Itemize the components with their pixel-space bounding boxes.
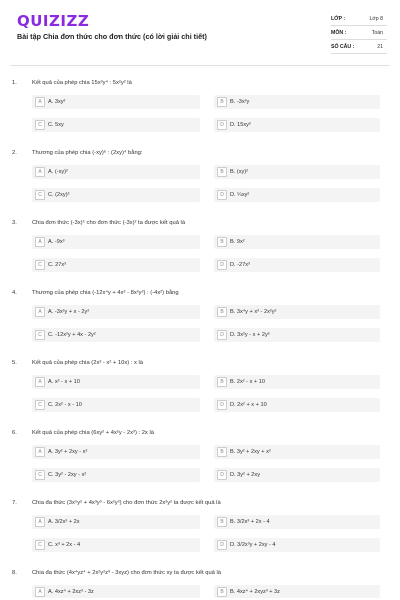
option-text: A. x² - x + 10 xyxy=(48,379,80,385)
quizizz-logo: QUIZIZZ xyxy=(17,12,90,30)
option-text: C. -12x²y + 4x - 2y² xyxy=(48,332,96,338)
option-letter: B xyxy=(217,517,227,527)
question-number: 8. xyxy=(12,570,17,576)
option-d[interactable] xyxy=(214,328,380,342)
option-text: C. (2xy)² xyxy=(48,192,70,198)
option-b[interactable] xyxy=(214,165,380,179)
option-c[interactable] xyxy=(32,538,200,552)
meta-row-class xyxy=(331,12,387,26)
option-letter: A xyxy=(35,167,45,177)
option-a[interactable] xyxy=(32,95,200,109)
option-letter: D xyxy=(217,190,227,200)
option-letter: D xyxy=(217,470,227,480)
question-number: 1. xyxy=(12,80,17,86)
header xyxy=(0,0,400,62)
question-text: Kết quả của phép chia (6xy² + 4x²y - 2x³) : 2x là xyxy=(32,430,154,436)
option-b[interactable] xyxy=(214,375,380,389)
option-letter: C xyxy=(35,540,45,550)
option-letter: B xyxy=(217,97,227,107)
option-letter: A xyxy=(35,307,45,317)
option-text: D. -27x³ xyxy=(230,262,250,268)
option-c[interactable] xyxy=(32,118,200,132)
option-text: A. 3/2x³ + 2x xyxy=(48,519,80,525)
option-letter: B xyxy=(217,167,227,177)
option-d[interactable] xyxy=(214,118,380,132)
question-text: Kết quả của phép chia (2x³ - x² + 10x) : x là xyxy=(32,360,144,366)
option-letter: C xyxy=(35,330,45,340)
option-c[interactable] xyxy=(32,468,200,482)
option-a[interactable] xyxy=(32,165,200,179)
option-text: D. 2x² + x + 10 xyxy=(230,402,267,408)
option-letter: B xyxy=(217,377,227,387)
question-number: 6. xyxy=(12,430,17,436)
option-letter: C xyxy=(35,470,45,480)
option-letter: B xyxy=(217,447,227,457)
option-letter: A xyxy=(35,587,45,597)
option-text: D. 3y² + 2xy xyxy=(230,472,260,478)
option-letter: B xyxy=(217,307,227,317)
option-letter: A xyxy=(35,517,45,527)
question-text: Kết quả của phép chia 15x³y⁴ : 5x²y² là xyxy=(32,80,132,86)
question-number: 5. xyxy=(12,360,17,366)
option-text: B. 9x² xyxy=(230,239,245,245)
option-text: B. 3y² + 2xy + x² xyxy=(230,449,271,455)
question-text: Chia đơn thức (-3x)⁵ cho đơn thức (-3x)² ta được kết quả là xyxy=(32,220,186,226)
option-d[interactable] xyxy=(214,538,380,552)
option-letter: C xyxy=(35,260,45,270)
option-b[interactable] xyxy=(214,305,380,319)
meta-label: LỚP : xyxy=(331,15,346,22)
option-text: A. 4xz⁴ + 2xz³ - 3z xyxy=(48,588,94,595)
option-letter: D xyxy=(217,330,227,340)
option-text: D. ¼xy² xyxy=(230,192,250,198)
option-text: C. x³ + 2x - 4 xyxy=(48,542,81,548)
meta-value: Lớp 8 xyxy=(369,15,383,22)
option-letter: C xyxy=(35,120,45,130)
question-number: 2. xyxy=(12,150,17,156)
option-letter: B xyxy=(217,237,227,247)
option-letter: D xyxy=(217,120,227,130)
option-c[interactable] xyxy=(32,188,200,202)
option-b[interactable] xyxy=(214,585,380,598)
meta-label: SỐ CÂU : xyxy=(331,43,355,50)
option-a[interactable] xyxy=(32,585,200,598)
option-letter: A xyxy=(35,97,45,107)
question-number: 4. xyxy=(12,290,17,296)
option-b[interactable] xyxy=(214,515,380,529)
question-text: Thương của phép chia (-xy)⁶ : (2xy)⁴ bằng: xyxy=(32,150,143,156)
option-text: B. -3x²y xyxy=(230,99,250,105)
option-letter: A xyxy=(35,237,45,247)
option-a[interactable] xyxy=(32,235,200,249)
meta-value: Toán xyxy=(371,29,383,36)
option-text: B. 3/2x³ + 2x - 4 xyxy=(230,519,270,525)
question-text: Chia đa thức (4x⁴yz⁴ + 2x²y²z³ - 3xyz) cho đơn thức xy ta được kết quả là xyxy=(32,570,222,576)
option-c[interactable] xyxy=(32,258,200,272)
option-text: A. (-xy)² xyxy=(48,169,68,175)
option-letter: C xyxy=(35,190,45,200)
question-text: Chia đa thức (3x⁵y² + 4x³y³ - 6x²y²) cho đơn thức 2x²y² ta được kết quả là xyxy=(32,500,221,506)
option-text: D. 15xy² xyxy=(230,122,251,128)
option-text: C. 2x² - x - 10 xyxy=(48,402,82,408)
option-letter: D xyxy=(217,540,227,550)
option-text: C. 27x³ xyxy=(48,262,67,268)
option-text: C. 3y² - 2xy - x² xyxy=(48,472,87,478)
meta-label: MÔN : xyxy=(331,29,347,36)
option-c[interactable] xyxy=(32,398,200,412)
option-letter: A xyxy=(35,447,45,457)
meta-table xyxy=(331,12,387,54)
option-d[interactable] xyxy=(214,398,380,412)
option-text: B. (xy)² xyxy=(230,169,249,175)
option-a[interactable] xyxy=(32,305,200,319)
option-c[interactable] xyxy=(32,328,200,342)
option-text: B. 4xz⁴ + 2xyz³ + 3z xyxy=(230,588,280,595)
option-d[interactable] xyxy=(214,468,380,482)
option-d[interactable] xyxy=(214,258,380,272)
option-d[interactable] xyxy=(214,188,380,202)
option-letter: C xyxy=(35,400,45,410)
meta-row-count xyxy=(331,40,387,54)
header-divider xyxy=(10,65,390,66)
option-text: B. 2x² - x + 10 xyxy=(230,379,265,385)
option-letter: D xyxy=(217,400,227,410)
meta-value: 21 xyxy=(377,43,383,50)
option-text: D. 3/2x³y + 2xy - 4 xyxy=(230,542,276,548)
option-a[interactable] xyxy=(32,375,200,389)
option-text: A. 3y² + 2xy - x² xyxy=(48,449,88,455)
question-text: Thương của phép chia (-12x⁴y + 4x³ - 8x²y²) : (-4x²) bằng xyxy=(32,290,179,296)
option-text: A. 3xy² xyxy=(48,99,66,105)
option-a[interactable] xyxy=(32,515,200,529)
option-letter: D xyxy=(217,260,227,270)
document-title: Bài tập Chia đơn thức cho đơn thức (có lời giải chi tiết) xyxy=(17,32,207,41)
option-b[interactable] xyxy=(214,235,380,249)
question-number: 3. xyxy=(12,220,17,226)
option-letter: A xyxy=(35,377,45,387)
option-text: C. 5xy xyxy=(48,122,64,128)
option-b[interactable] xyxy=(214,95,380,109)
option-text: D. 3x²y - x + 2y² xyxy=(230,332,270,338)
option-a[interactable] xyxy=(32,445,200,459)
option-letter: B xyxy=(217,587,227,597)
option-text: B. 3x⁴y + x³ - 2x²y² xyxy=(230,309,277,315)
option-text: A. -9x³ xyxy=(48,239,65,245)
option-b[interactable] xyxy=(214,445,380,459)
question-number: 7. xyxy=(12,500,17,506)
meta-row-subject xyxy=(331,26,387,40)
option-text: A. -3x²y + x - 2y² xyxy=(48,309,90,315)
